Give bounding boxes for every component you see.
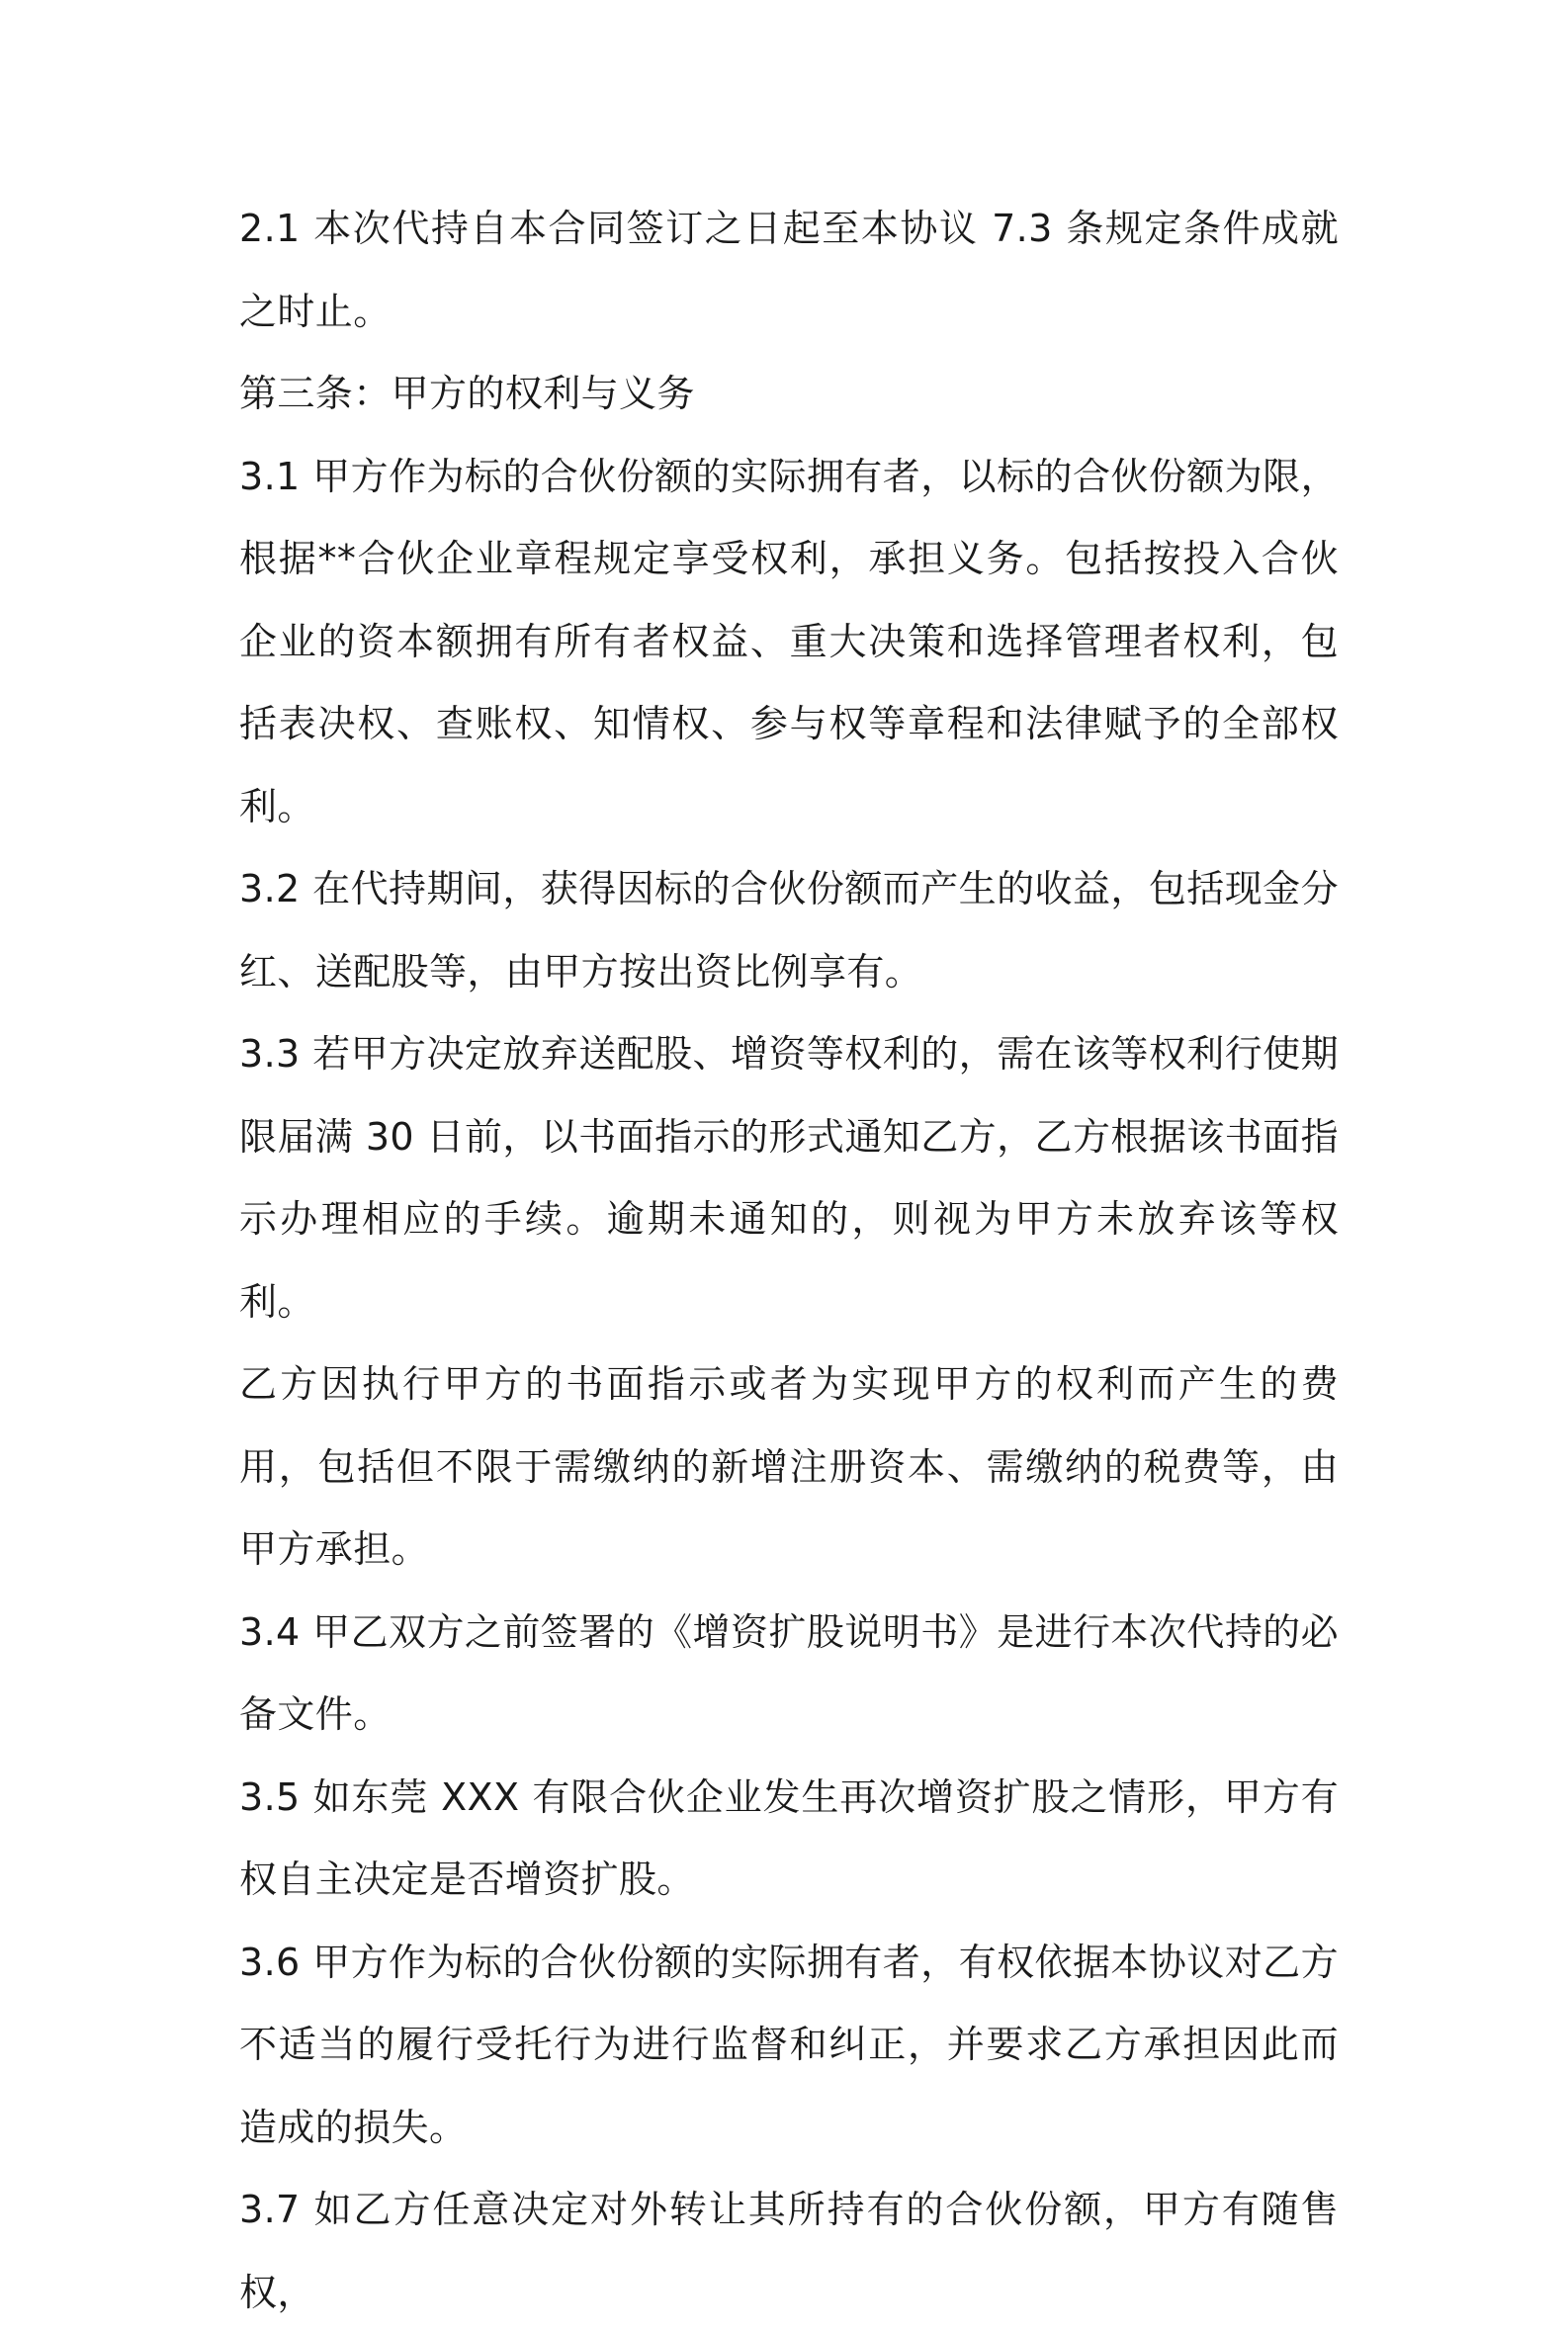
clause-3-6: 3.6 甲方作为标的合伙份额的实际拥有者，有权依据本协议对乙方不适当的履行受托行为进行监督和纠正，并要求乙方承担因此而造成的损失。 — [239, 1940, 1339, 2149]
document-body — [239, 188, 1339, 2334]
clause-3-2: 3.2 在代持期间，获得因标的合伙份额而产生的收益，包括现金分红、送配股等，由甲方按出资比例享有。 — [239, 867, 1339, 994]
clause-3-4: 3.4 甲乙双方之前签署的《增资扩股说明书》是进行本次代持的必备文件。 — [239, 1609, 1339, 1736]
clause-3-3-expenses: 乙方因执行甲方的书面指示或者为实现甲方的权利而产生的费用，包括但不限于需缴纳的新增注册资本、需缴纳的税费等，由甲方承担。 — [239, 1362, 1339, 1571]
clause-3-5: 3.5 如东莞 XXX 有限合伙企业发生再次增资扩股之情形，甲方有权自主决定是否增资扩股。 — [239, 1774, 1339, 1901]
clause-3-7: 3.7 如乙方任意决定对外转让其所持有的合伙份额，甲方有随售权， — [239, 2188, 1339, 2314]
clause-2-1: 2.1 本次代持自本合同签订之日起至本协议 7.3 条规定条件成就之时止。 — [239, 207, 1339, 333]
clause-3-1: 3.1 甲方作为标的合伙份额的实际拥有者，以标的合伙份额为限，根据**合伙企业章程规定享受权利，承担义务。包括按投入合伙企业的资本额拥有所有者权益、重大决策和选择管理者权利，包括表决权、查账权、知情权、参与权等章程和法律赋予的全部权利。 — [239, 454, 1339, 828]
article-3-heading: 第三条：甲方的权利与义务 — [239, 372, 695, 415]
clause-3-3: 3.3 若甲方决定放弃送配股、增资等权利的，需在该等权利行使期限届满 30 日前，以书面指示的形式通知乙方，乙方根据该书面指示办理相应的手续。逾期未通知的，则视为甲方未放弃该等权利。 — [239, 1032, 1339, 1324]
